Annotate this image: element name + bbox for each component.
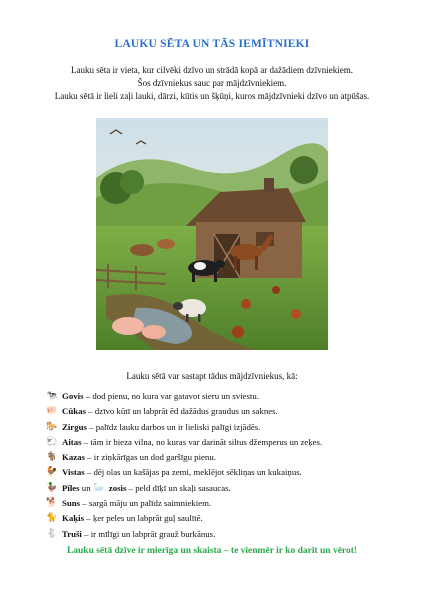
animal-name: zosis [108,482,127,493]
duck-icon: 🦆 [46,482,58,493]
animal-name: Aitas [62,436,82,447]
animal-description: – ķer peles un labprāt guļ saulītē. [84,513,203,524]
list-item [46,404,406,419]
goat-icon: 🐐 [46,452,58,463]
animal-name: Govis [62,391,84,401]
animal-description: – dod pienu, no kura var gatavot sieru un sviestu. [83,391,259,401]
animal-list [46,389,406,542]
cat-icon: 🐈 [46,513,58,524]
animal-description: – ir mīlīgi un labprāt grauž burkānus. [81,528,216,539]
intro-paragraph [0,64,424,103]
dog-icon: 🐕 [46,498,58,509]
rabbit-icon: 🐇 [46,528,58,539]
list-item [46,450,406,465]
animal-description: – peld dīķī un skaļi sasaucas. [126,482,231,493]
intro-line: Lauku sētā ir lieli zaļi lauki, dārzi, kūtis un šķūņi, kuros mājdzīvnieki dzīvo un atpūšas. [54,91,370,101]
animal-name: Kaķis [62,513,85,524]
animal-name: Kazas [62,452,85,463]
animal-name: Cūkas [62,406,86,417]
intro-line: Šos dzīvniekus sauc par mājdzīvniekiem. [137,78,287,88]
animal-description: – tām ir bieza vilna, no kuras var darināt siltus džemperus un zeķes. [81,436,323,447]
animal-connector: un [79,482,93,493]
animal-description: – dzīvo kūtī un labprāt ēd dažādus graudus un saknes. [85,406,278,417]
animal-name: Pīles [62,482,80,493]
list-item [46,511,406,526]
list-item [46,435,406,450]
closing-sentence: Lauku sētā dzīve ir mierīga un skaista – te vienmēr ir ko darīt un vērot! [66,546,358,556]
farm-scene [96,118,328,350]
goose-icon: 🦢 [93,482,105,493]
list-item [46,389,406,404]
animal-name: Suns [62,498,81,509]
intro-line: Lauku sēta ir vieta, kur cilvēki dzīvo un strādā kopā ar dažādiem dzīvniekiem. [71,65,353,75]
animal-description: – sargā māju un palīdz saimniekiem. [80,498,212,509]
animal-name: Vistas [62,467,85,478]
animal-description: – dēj olas un kašājas pa zemi, meklējot sēkliņas un kukaiņus. [84,467,302,478]
list-item [46,527,406,542]
animal-name: Zirgus [62,421,87,432]
animal-description: – ir ziņkārīgas un dod garšīgu pienu. [84,452,216,463]
animals-lead: Lauku sētā var sastapt tādus mājdzīvniekus, kā: [126,371,298,381]
list-item [46,465,406,480]
cow-icon: 🐄 [46,391,58,401]
horse-icon: 🐎 [46,421,58,432]
rooster-icon: 🐓 [46,467,58,478]
page-title: LAUKU SĒTA UN TĀS IEMĪTNIEKI [114,38,310,50]
animal-name: Truši [62,528,82,539]
list-item [46,420,406,435]
pig-icon: 🐖 [46,406,58,417]
farm-illustration [96,118,328,350]
list-item [46,481,406,496]
list-item [46,496,406,511]
sheep-icon: 🐑 [46,436,58,447]
animal-description: – palīdz lauku darbos un ir lieliski palīgi izjādēs. [86,421,261,432]
